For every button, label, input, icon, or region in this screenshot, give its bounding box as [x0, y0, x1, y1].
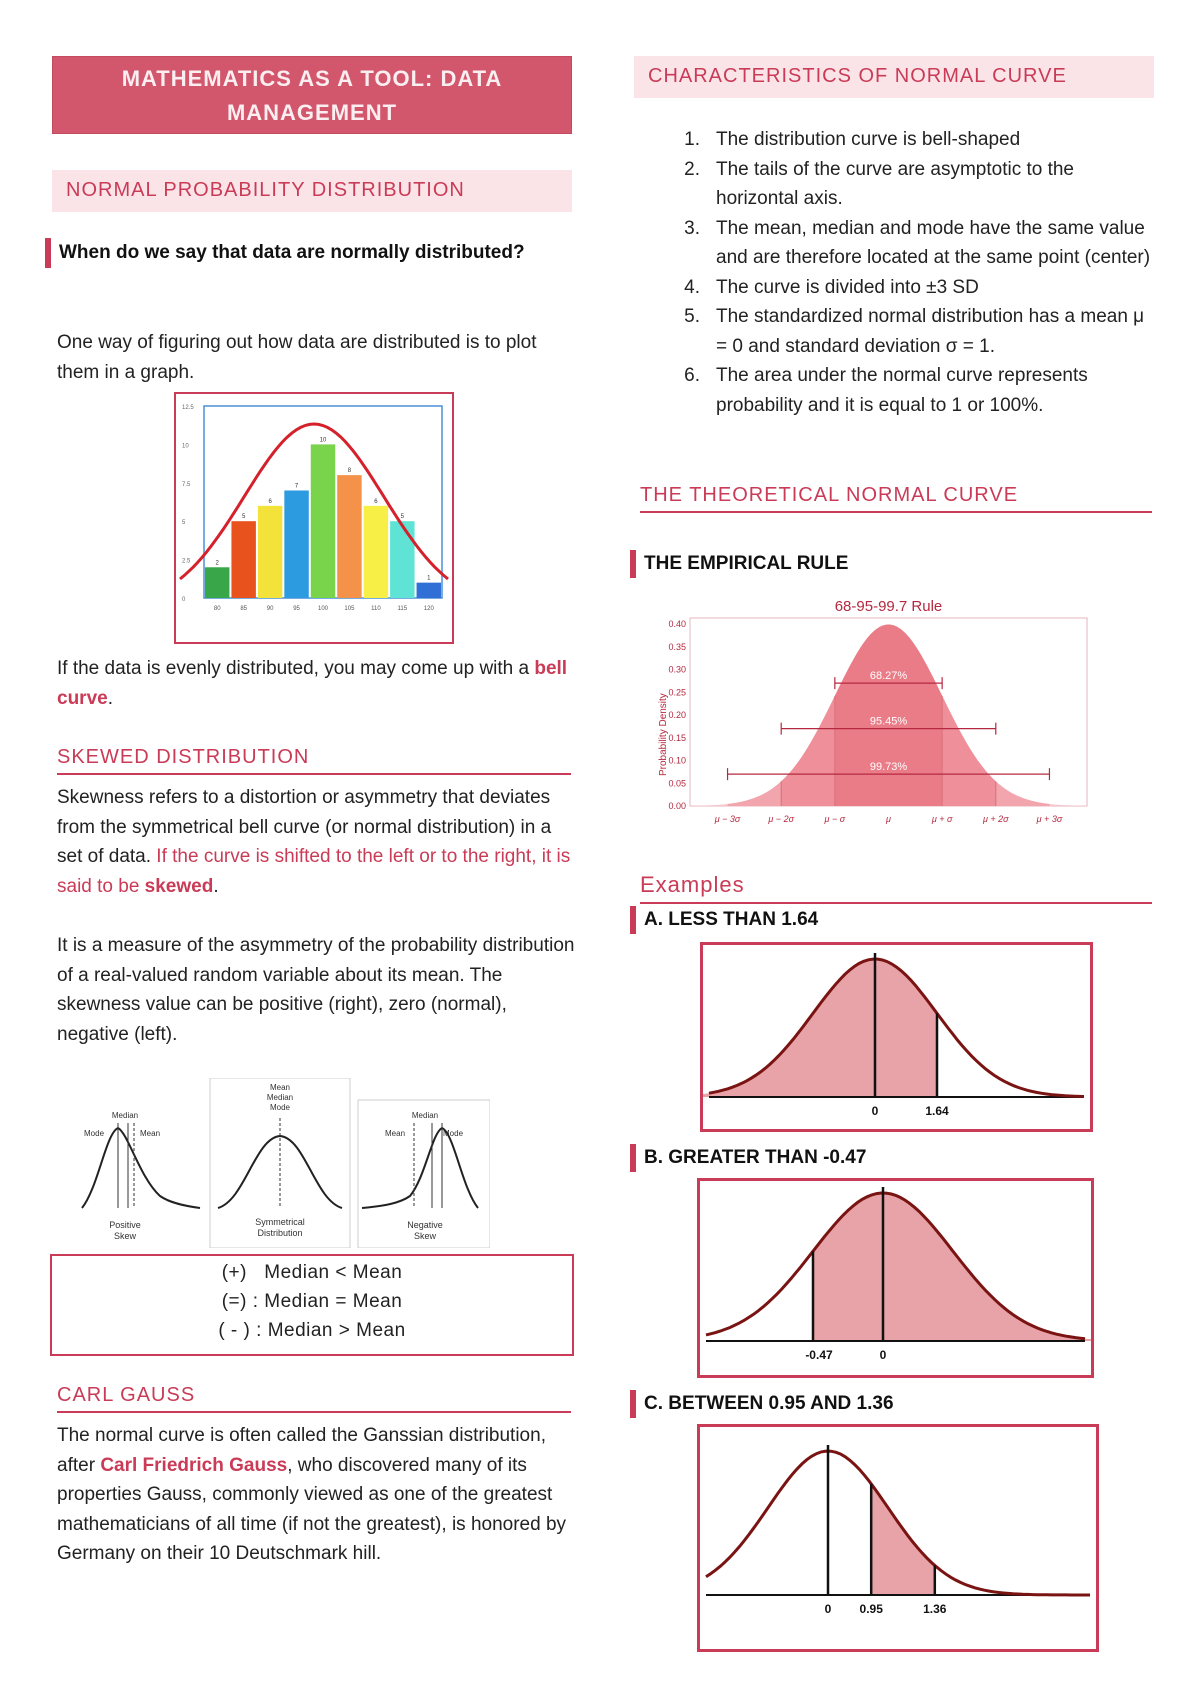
empirical-x-tick: μ + 2σ: [982, 814, 1009, 824]
negative-skew-figure: [358, 1100, 490, 1248]
negative-mean-label: Mean: [385, 1129, 406, 1138]
y-tick-label: 12.5: [182, 405, 194, 411]
shaded-area: [703, 959, 937, 1097]
band-label: 99.73%: [869, 761, 908, 774]
empirical-y-tick: 0.10: [668, 755, 686, 766]
histogram-bar: [390, 521, 414, 598]
empirical-y-tick: 0.35: [668, 641, 686, 652]
empirical-y-tick: 0.00: [668, 801, 686, 811]
list-item: 3. The mean, median and mode have the same value and are therefore located at the same point (center): [684, 217, 1151, 268]
x-tick-label: 115: [397, 606, 408, 612]
bar-value-label: 5: [241, 514, 246, 521]
z-tick-label: -0.47: [805, 1348, 833, 1362]
histogram-bar: [337, 475, 361, 598]
example-b-curve: [700, 1181, 1091, 1375]
z-tick-label: 1.36: [923, 1602, 947, 1616]
positive-mean-label: Mean: [140, 1129, 161, 1138]
bar-value-label: 2: [215, 560, 219, 567]
x-tick-label: 120: [423, 606, 434, 612]
skewness-figures: [70, 1078, 490, 1248]
x-tick-label: 80: [213, 606, 221, 612]
positive-mode-label: Mode: [84, 1129, 105, 1138]
empirical-ylabel: Probability Density: [658, 693, 669, 776]
bell-curve-term: bell curve: [57, 658, 568, 709]
ineq-negative: ( - ) : Median > Mean: [218, 1320, 406, 1341]
examples-heading: Examples: [640, 872, 1152, 904]
list-item: 5. The standardized normal distribution has a mean μ = 0 and standard deviation σ = 1.: [684, 306, 1145, 357]
skew-paragraph-2: It is a measure of the asymmetry of the probability distribution of a real-valued random variable about its mean. The skewness value can be positive (right), zero (normal), negative (left).: [57, 935, 575, 1045]
x-tick-label: 100: [317, 606, 329, 612]
empirical-x-tick: μ: [886, 814, 891, 824]
empirical-title: 68-95-99.7 Rule: [834, 598, 943, 615]
shaded-area: [813, 1193, 1091, 1341]
question-heading: When do we say that data are normally distributed?: [45, 238, 529, 268]
y-tick-label: 2.5: [182, 558, 191, 565]
positive-median-label: Median: [111, 1111, 139, 1120]
histogram-bar: [258, 506, 282, 598]
example-c-figure: [697, 1424, 1099, 1652]
example-c-curve: [700, 1427, 1096, 1649]
example-c-label: C. BETWEEN 0.95 AND 1.36: [630, 1390, 894, 1418]
bell-curve-paragraph: If the data is evenly distributed, you may come up with a bell curve.: [57, 658, 568, 709]
histogram-chart: [176, 394, 452, 642]
positive-skew-figure: [82, 1111, 200, 1241]
empirical-rule-chart: [655, 596, 1095, 828]
positive-caption-2: Skew: [113, 1231, 137, 1241]
band-label: 68.27%: [869, 670, 908, 683]
empirical-y-tick: 0.25: [668, 687, 686, 698]
characteristics-heading: CHARACTERISTICS OF NORMAL CURVE: [634, 56, 1154, 98]
ineq-zero: (=) : Median = Mean: [221, 1291, 403, 1312]
z-tick-label: 0: [879, 1348, 887, 1362]
example-a-figure: [700, 942, 1093, 1132]
bar-value-label: 10: [319, 437, 327, 444]
y-tick-label: 0: [182, 597, 186, 603]
empirical-y-tick: 0.20: [668, 710, 686, 720]
bar-value-label: 6: [374, 498, 378, 505]
negative-caption-2: Skew: [413, 1231, 437, 1241]
bar-value-label: 8: [347, 468, 352, 475]
example-b-label: B. GREATER THAN -0.47: [630, 1144, 866, 1172]
y-tick-label: 10: [182, 443, 189, 450]
negative-median-label: Median: [411, 1111, 439, 1120]
histogram-bar: [364, 506, 388, 598]
symmetrical-figure: [210, 1078, 350, 1248]
histogram-bar: [311, 444, 335, 598]
list-item: 1. The distribution curve is bell-shaped: [684, 129, 1021, 150]
sym-median-label: Median: [266, 1093, 294, 1102]
x-tick-label: 90: [266, 606, 274, 612]
characteristics-list: [670, 125, 1160, 420]
empirical-y-tick: 0.30: [668, 664, 686, 675]
negative-mode-label: Mode: [443, 1129, 464, 1138]
z-tick-label: 1.64: [925, 1104, 949, 1118]
bar-value-label: 1: [427, 575, 431, 582]
skewed-heading: SKEWED DISTRIBUTION: [57, 746, 571, 775]
sym-caption: Symmetrical: [255, 1217, 305, 1227]
empirical-x-tick: μ − 3σ: [714, 814, 741, 824]
positive-caption: Positive: [109, 1220, 141, 1230]
x-tick-label: 110: [371, 606, 381, 612]
histogram-bar: [231, 521, 255, 598]
band-label: 95.45%: [869, 715, 908, 728]
bar-value-label: 7: [294, 483, 299, 490]
sym-mode-label: Mode: [269, 1103, 291, 1112]
histogram-bar: [284, 490, 308, 598]
histogram-bar: [205, 567, 229, 598]
shaded-area: [871, 1484, 935, 1595]
z-tick-label: 0: [824, 1602, 832, 1616]
empirical-y-tick: 0.15: [668, 732, 686, 743]
x-tick-label: 105: [344, 606, 355, 612]
normal-distribution-heading: NORMAL PROBABILITY DISTRIBUTION: [52, 170, 572, 212]
empirical-x-tick: μ − 2σ: [768, 814, 795, 824]
list-item: 4. The curve is divided into ±3 SD: [684, 276, 979, 298]
ineq-positive: (+) Median < Mean: [221, 1262, 403, 1283]
empirical-x-tick: μ − σ: [824, 814, 846, 824]
y-tick-label: 5: [182, 520, 186, 527]
gauss-paragraph: The normal curve is often called the Ganssian distribution, after Carl Friedrich Gauss, who discovered many of its properties Gauss, commonly viewed as one of the greatest mathematicians of all time (if not the greatest), is honored by Germany on their 10 Deutschmark hill.: [57, 1425, 567, 1564]
sym-mean-label: Mean: [269, 1083, 291, 1092]
intro-paragraph: One way of figuring out how data are distributed is to plot them in a graph.: [57, 332, 537, 383]
histogram-bar: [417, 583, 441, 598]
z-tick-label: 0: [871, 1104, 879, 1118]
bar-value-label: 6: [268, 498, 272, 505]
negative-caption: Negative: [407, 1220, 443, 1230]
empirical-heading: THE EMPIRICAL RULE: [630, 550, 848, 578]
example-b-figure: [697, 1178, 1094, 1378]
gauss-name: Carl Friedrich Gauss: [100, 1454, 288, 1476]
x-tick-label: 85: [240, 606, 248, 612]
list-item: 2. The tails of the curve are asymptotic to the horizontal axis.: [684, 158, 1075, 209]
x-tick-label: 95: [293, 606, 300, 612]
example-a-curve: [703, 945, 1090, 1129]
histogram-figure: [174, 392, 454, 644]
example-a-label: A. LESS THAN 1.64: [630, 906, 818, 934]
empirical-x-tick: μ + 3σ: [1036, 814, 1063, 824]
empirical-y-tick: 0.40: [668, 619, 686, 629]
bar-value-label: 5: [400, 514, 405, 521]
median-mean-box: [50, 1254, 574, 1356]
skew-paragraph-1: Skewness refers to a distortion or asymmetry that deviates from the symmetrical bell curve (or normal distribution) in a set of data. If the curve is shifted to the left or to the right, it is said to be skewed.: [57, 787, 571, 897]
empirical-y-tick: 0.05: [668, 778, 686, 789]
empirical-x-tick: μ + σ: [931, 814, 953, 824]
list-item: 6. The area under the normal curve represents probability and it is equal to 1 or 100%.: [684, 365, 1088, 416]
sym-caption-2: Distribution: [257, 1228, 303, 1238]
z-tick-label: 0.95: [859, 1602, 883, 1616]
page-title: MATHEMATICS AS A TOOL: DATA MANAGEMENT: [52, 56, 572, 134]
theoretical-heading: THE THEORETICAL NORMAL CURVE: [640, 484, 1152, 513]
y-tick-label: 7.5: [182, 481, 191, 488]
gauss-heading: CARL GAUSS: [57, 1384, 571, 1413]
